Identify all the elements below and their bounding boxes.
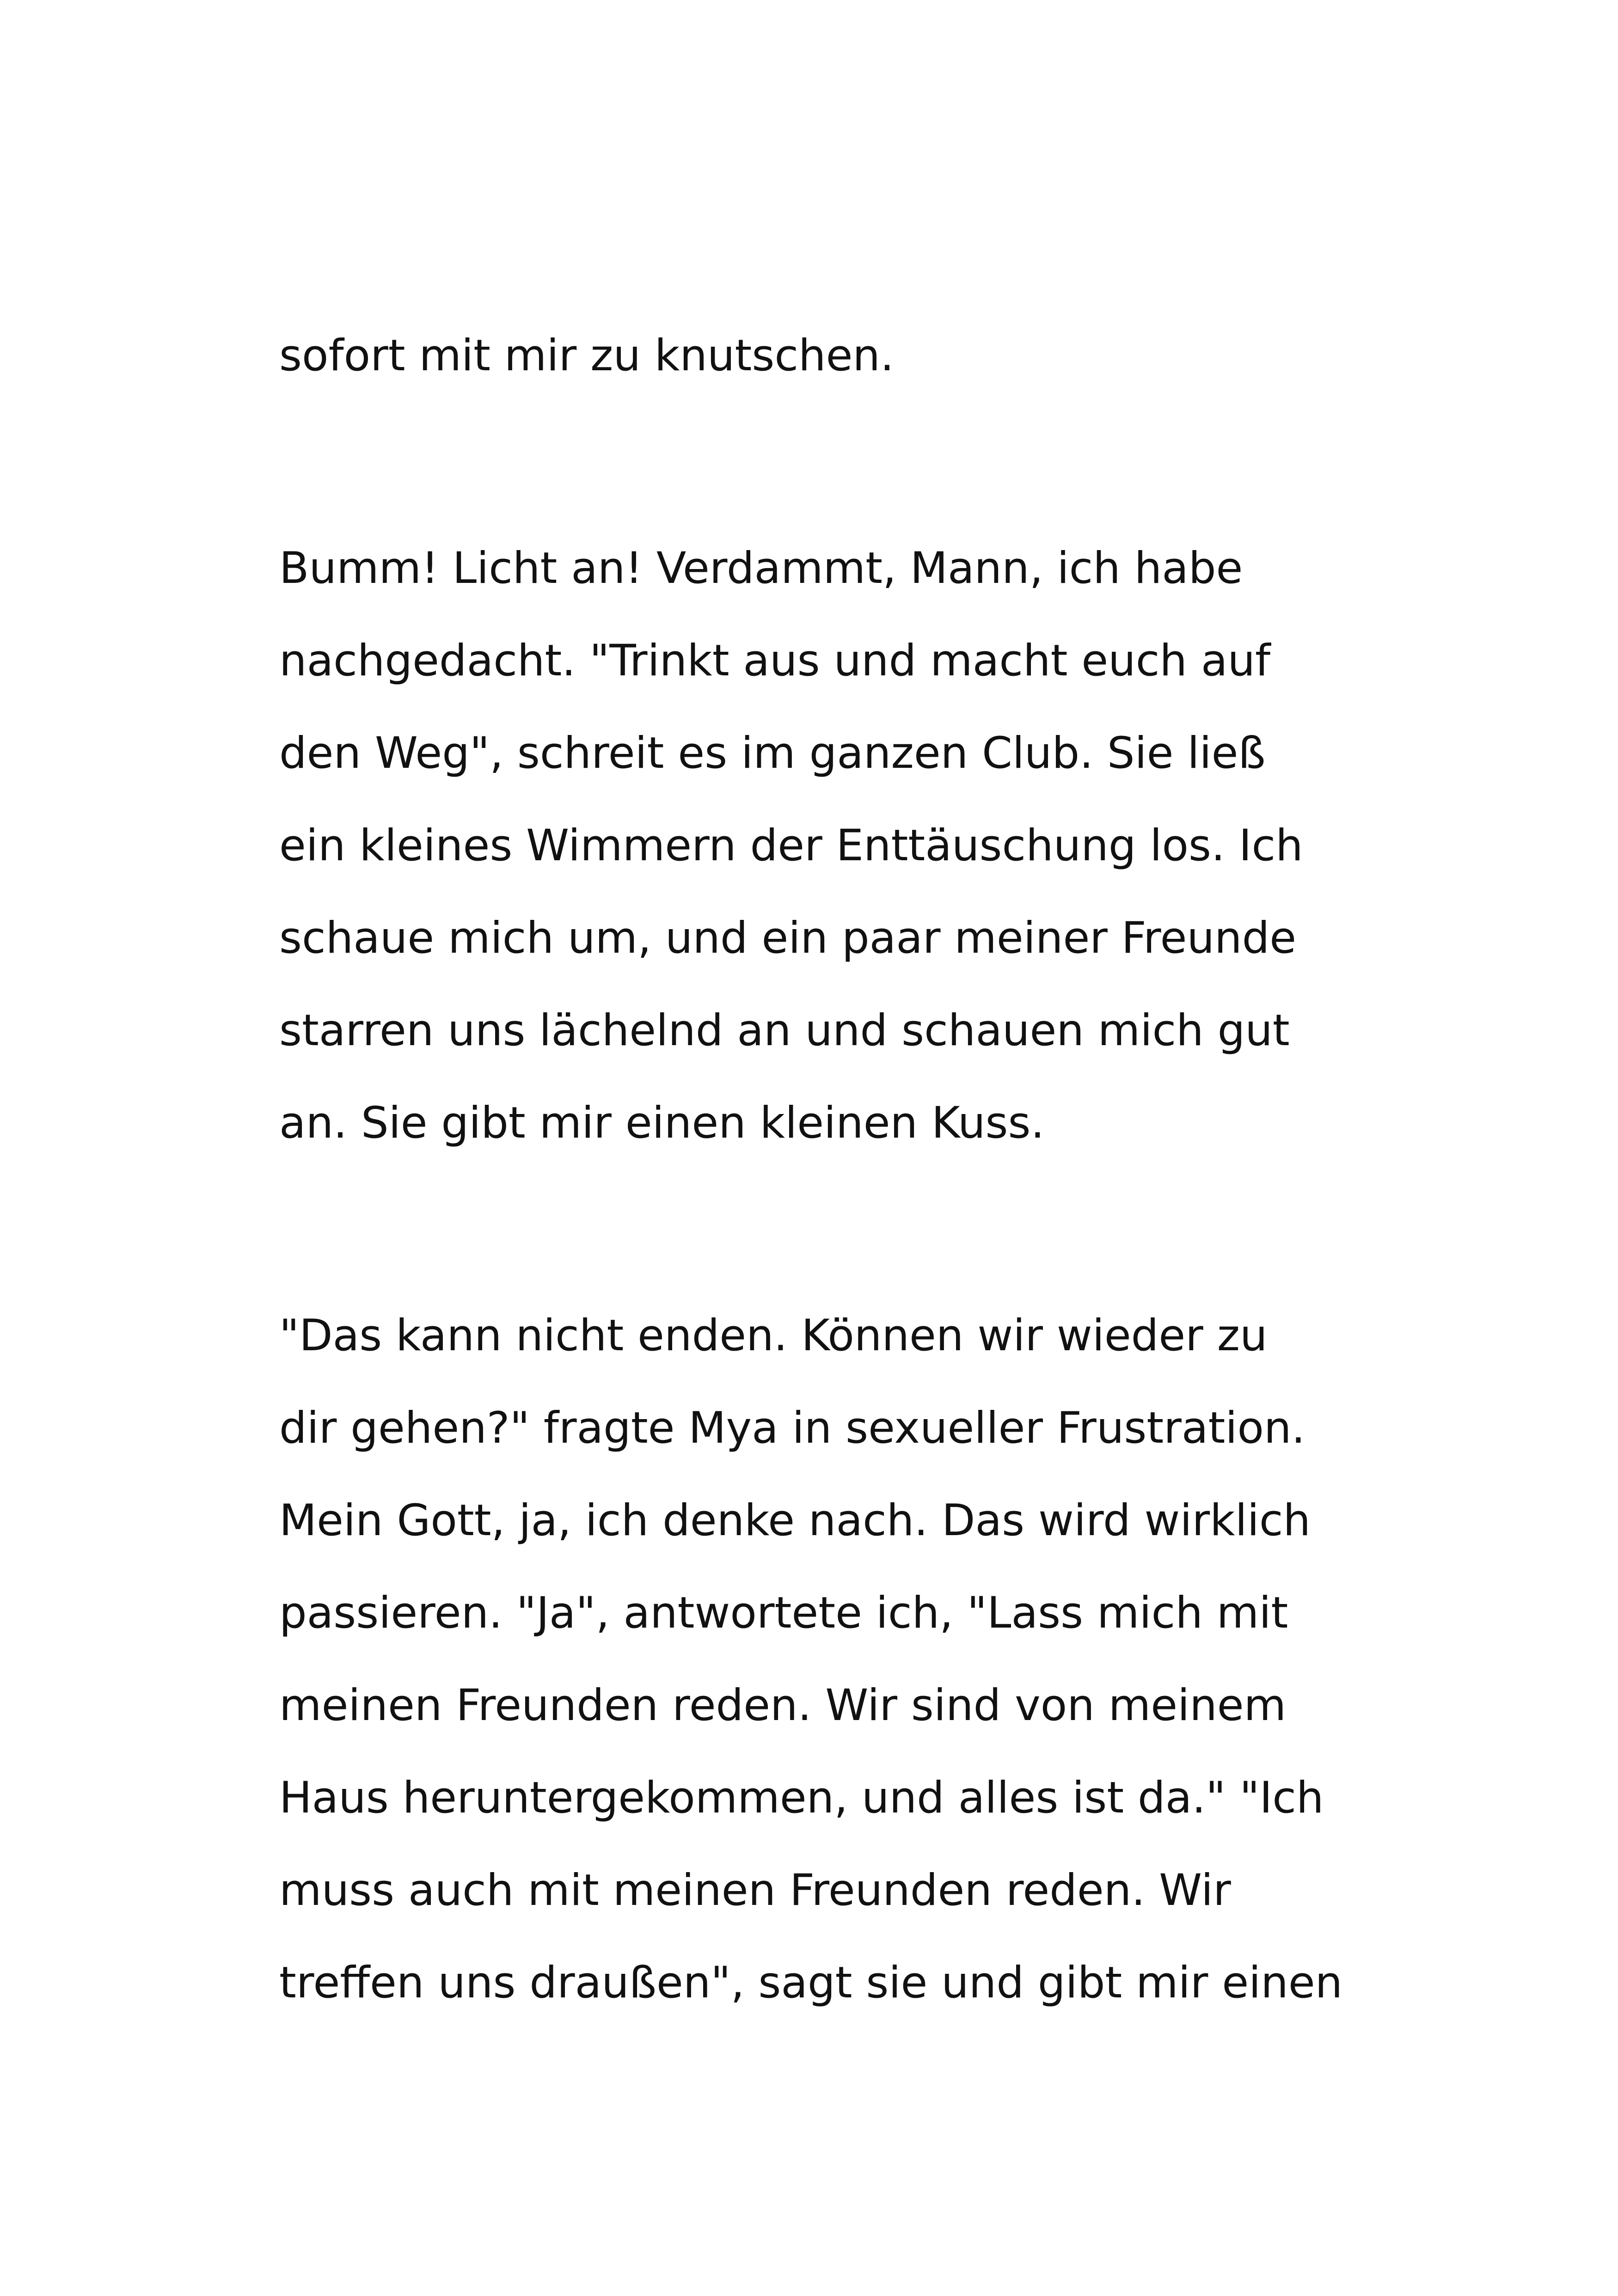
text-column (279, 310, 1416, 2149)
text-line: passieren. "Ja", antwortete ich, "Lass mich mit (279, 1588, 1288, 1638)
text-line: meinen Freunden reden. Wir sind von meinem (279, 1680, 1287, 1731)
text-line: sofort mit mir zu knutschen. (279, 331, 894, 381)
paragraph-1 (279, 310, 1416, 402)
text-line: starren uns lächelnd an und schauen mich gut (279, 1005, 1290, 1056)
paragraph-2 (279, 522, 1416, 1169)
text-line: den Weg", schreit es im ganzen Club. Sie ließ (279, 728, 1266, 778)
text-line: schaue mich um, und ein paar meiner Freunde (279, 913, 1297, 963)
text-line: dir gehen?" fragte Mya in sexueller Frustration. (279, 1403, 1305, 1453)
text-line: an. Sie gibt mir einen kleinen Kuss. (279, 1098, 1045, 1148)
text-line: Haus heruntergekommen, und alles ist da." "Ich (279, 1773, 1324, 1823)
text-line: "Das kann nicht enden. Können wir wieder zu (279, 1310, 1268, 1361)
text-line: nachgedacht. "Trinkt aus und macht euch auf (279, 636, 1271, 686)
text-line: ein kleines Wimmern der Enttäuschung los. Ich (279, 820, 1303, 871)
text-line: Mein Gott, ja, ich denke nach. Das wird wirklich (279, 1495, 1311, 1546)
paragraph-3 (279, 1290, 1416, 2029)
text-line: treffen uns draußen", sagt sie und gibt mir einen (279, 1958, 1343, 2008)
text-line: Bumm! Licht an! Verdammt, Mann, ich habe (279, 543, 1243, 594)
text-line: muss auch mit meinen Freunden reden. Wir (279, 1865, 1231, 1916)
